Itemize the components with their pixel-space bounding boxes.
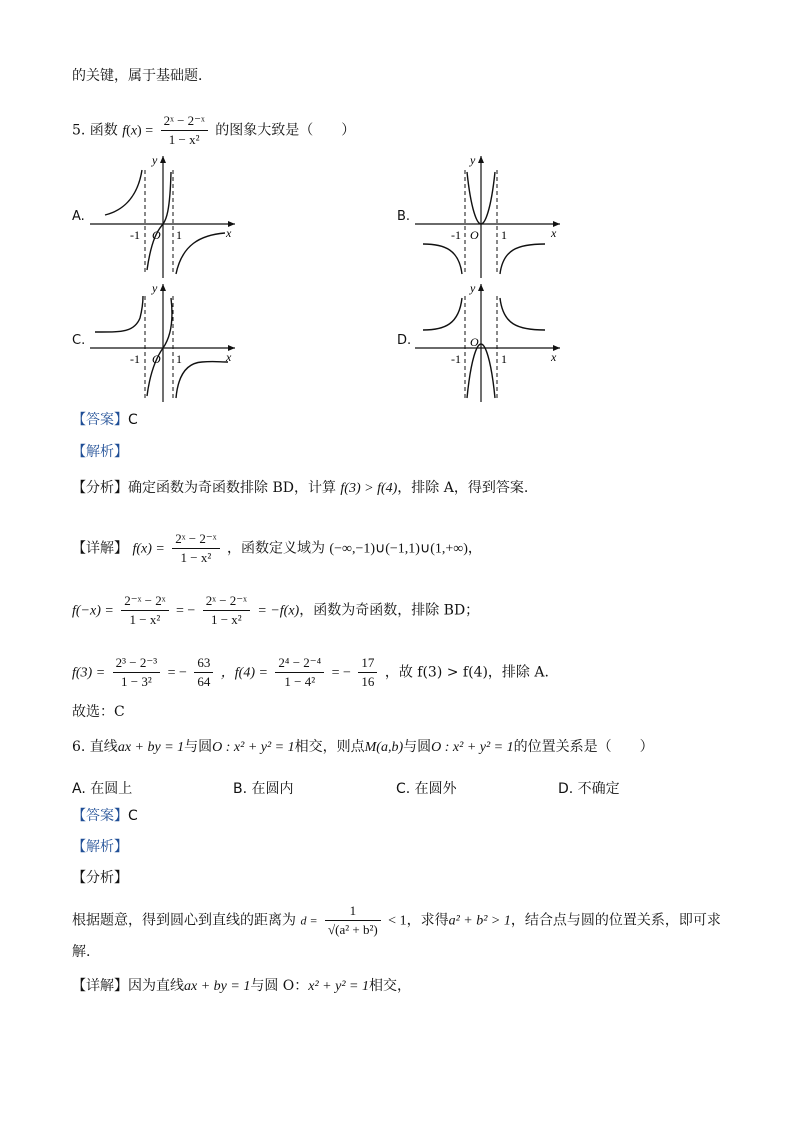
q6-detail-text3: 相交， [368,978,411,994]
q6-fenxi-tag: 【分析】 [72,870,128,886]
f3-vnum: 63 [194,654,213,673]
q5-number: 5. 函数 [72,122,118,139]
f4-eq: = − [331,665,351,681]
f3-num: 2³ − 2⁻³ [113,654,161,673]
q5-suffix: 的图象大致是（ ） [215,122,356,139]
odd-frac-2 [203,592,250,629]
option-b-label: B. [397,209,411,224]
f4-vden: 16 [361,674,375,689]
graph-b-x-label: x [551,226,557,240]
graph-c-pos1: 1 [176,352,182,366]
graph-b-origin: O [470,228,479,242]
q5-values-line [72,654,549,691]
q6-stem-b: 与圆 [184,739,213,755]
q6-stem [72,737,654,758]
q6-answer-tag: 【答案】 [72,808,128,824]
q6-d-lhs: d = [300,913,318,928]
detail-tag: 【详解】 [72,540,128,557]
q5-numerator: 2ˣ − 2⁻ˣ [161,112,208,131]
graph-d-x-label: x [551,350,557,364]
f4-value-frac [358,654,377,691]
odd-lhs: f(−x) = [72,603,114,619]
q6-circle1: O : x² + y² = 1 [212,740,295,755]
graph-d-y-label: y [470,281,476,295]
q5-x: x [130,123,138,139]
q6-stem-e: 的位置关系是（ ） [513,739,654,755]
q6-choice-a: A. 在圆上 [72,781,133,797]
f3-den: 1 − 3² [121,674,152,689]
q6-text3: ，结合点与圆的位置关系，即可求 [510,912,721,929]
q6-d-frac [325,902,381,939]
f3-lhs: f(3) = [72,665,106,681]
q6-reason-line2: 解. [72,944,91,960]
q5-detail-text2: ， [467,540,482,557]
odd-text: ，函数为奇函数，排除 BD； [299,602,480,619]
q5-detail-text1: ，函数定义域为 [226,540,325,557]
graph-c-neg1: -1 [130,352,140,366]
q5-f: f [122,123,127,139]
answer-tag: 【答案】 [72,412,128,428]
q6-analysis-line [72,837,128,857]
q6-number: 6. 直线 [72,739,118,755]
f3-vden: 64 [197,674,211,689]
graph-b-y-label: y [470,153,476,167]
graph-c-y-label: y [152,281,158,295]
q6-choice-b: B. 在圆内 [233,781,294,797]
graph-b [415,150,575,280]
q5-odd-line [72,592,479,629]
q6-stem-d: 与圆 [403,739,432,755]
graph-d-pos1: 1 [501,352,507,366]
graph-c [90,278,250,408]
q5-denominator: 1 − x² [168,132,200,147]
f3-frac [113,654,161,691]
odd-den2: 1 − x² [210,612,242,627]
analysis-tag: 【解析】 [72,444,128,460]
q5-fenxi-line [72,478,528,499]
q6-d-num: 1 [325,902,381,921]
q6-circle2: O : x² + y² = 1 [431,740,514,755]
graph-a [90,150,250,280]
q5-answer-line [72,410,138,430]
graph-b-pos1: 1 [501,228,507,242]
q6-choice-d: D. 不确定 [558,781,620,797]
graph-a-y-label: y [152,153,158,167]
odd-rhs: = −f(x) [257,603,300,619]
f4-frac [275,654,324,691]
q5-fenxi-text1: 确定函数为奇函数排除 BD，计算 [128,480,336,496]
odd-num2: 2ˣ − 2⁻ˣ [203,592,250,611]
q6-d-den: √(a² + b²) [328,922,378,937]
odd-num1: 2⁻ˣ − 2ˣ [121,592,168,611]
q6-choice-c: C. 在圆外 [396,781,457,797]
odd-mid: = − [175,603,196,619]
q5-fenxi-text2: ，排除 A，得到答案. [397,480,529,496]
graph-a-origin: O [152,228,161,242]
q6-detail-tag: 【详解】 [72,978,128,994]
q6-detail-text2: 与圆 O： [250,978,309,994]
graph-a-x-label: x [226,226,232,240]
graph-d-origin: O [470,335,479,349]
q6-line-eq: ax + by = 1 [117,740,185,755]
q6-detail-text1: 因为直线 [128,978,184,994]
q5-answer-value: C [128,412,138,428]
q6-answer-line [72,806,138,826]
graph-b-neg1: -1 [451,228,461,242]
q6-answer-value: C [128,808,138,824]
q5-detail-fraction [172,530,219,567]
q5-detail-line [72,530,482,567]
graph-c-origin: O [152,352,161,366]
f4-num: 2⁴ − 2⁻⁴ [275,654,324,673]
q6-reason-line [72,902,721,939]
f4-vnum: 17 [358,654,377,673]
q6-ineq: a² + b² > 1 [448,913,511,929]
odd-den1: 1 − x² [129,612,161,627]
q6-detail-line-eq: ax + by = 1 [184,979,251,994]
q6-stem-c: 相交，则点 [294,739,365,755]
q6-fenxi-line [72,868,128,888]
graph-d [415,278,575,408]
intro-line: 的关键，属于基础题． [72,68,212,84]
graph-a-neg1: -1 [130,228,140,242]
f3-value-frac [194,654,213,691]
q5-detail-fx: f(x) = [132,541,165,557]
fenxi-tag: 【分析】 [72,480,128,496]
q5-guxuan: 故选：C [72,704,125,720]
f4-den: 1 − 4² [284,674,316,689]
q5-detail-den: 1 − x² [180,550,212,565]
q5-stem: 5. 函数 f(x) = $\frac{\text{2ˣ − 2⁻ˣ}}{\text{1 − x²}}$ 的图象大致是（ ） [72,113,356,147]
q6-text2: ，求得 [406,912,449,929]
q6-detail-circle: x² + y² = 1 [308,979,369,994]
odd-frac-1 [121,592,168,629]
option-c-label: C. [72,333,86,348]
graph-d-neg1: -1 [451,352,461,366]
q5-fenxi-compare: f(3) > f(4) [340,481,398,496]
q6-detail-line [72,976,411,997]
graph-a-pos1: 1 [176,228,182,242]
graph-c-x-label: x [226,350,232,364]
option-d-label: D. [397,333,412,348]
q6-d-rhs: < 1 [388,913,407,929]
q6-analysis-tag: 【解析】 [72,839,128,855]
q5-fraction [161,112,208,149]
q5-detail-num: 2ˣ − 2⁻ˣ [172,530,219,549]
q6-point: M(a,b) [364,740,404,755]
f4-lhs: ，f(4) = [220,665,268,681]
q5-domain: (−∞,−1)∪(−1,1)∪(1,+∞) [329,541,468,557]
f-conclusion: ，故 f(3) > f(4)，排除 A. [384,664,549,681]
q6-text1: 根据题意，得到圆心到直线的距离为 [72,912,296,929]
option-a-label: A. [72,209,85,224]
f3-eq: = − [167,665,187,681]
q5-analysis-line [72,442,128,462]
